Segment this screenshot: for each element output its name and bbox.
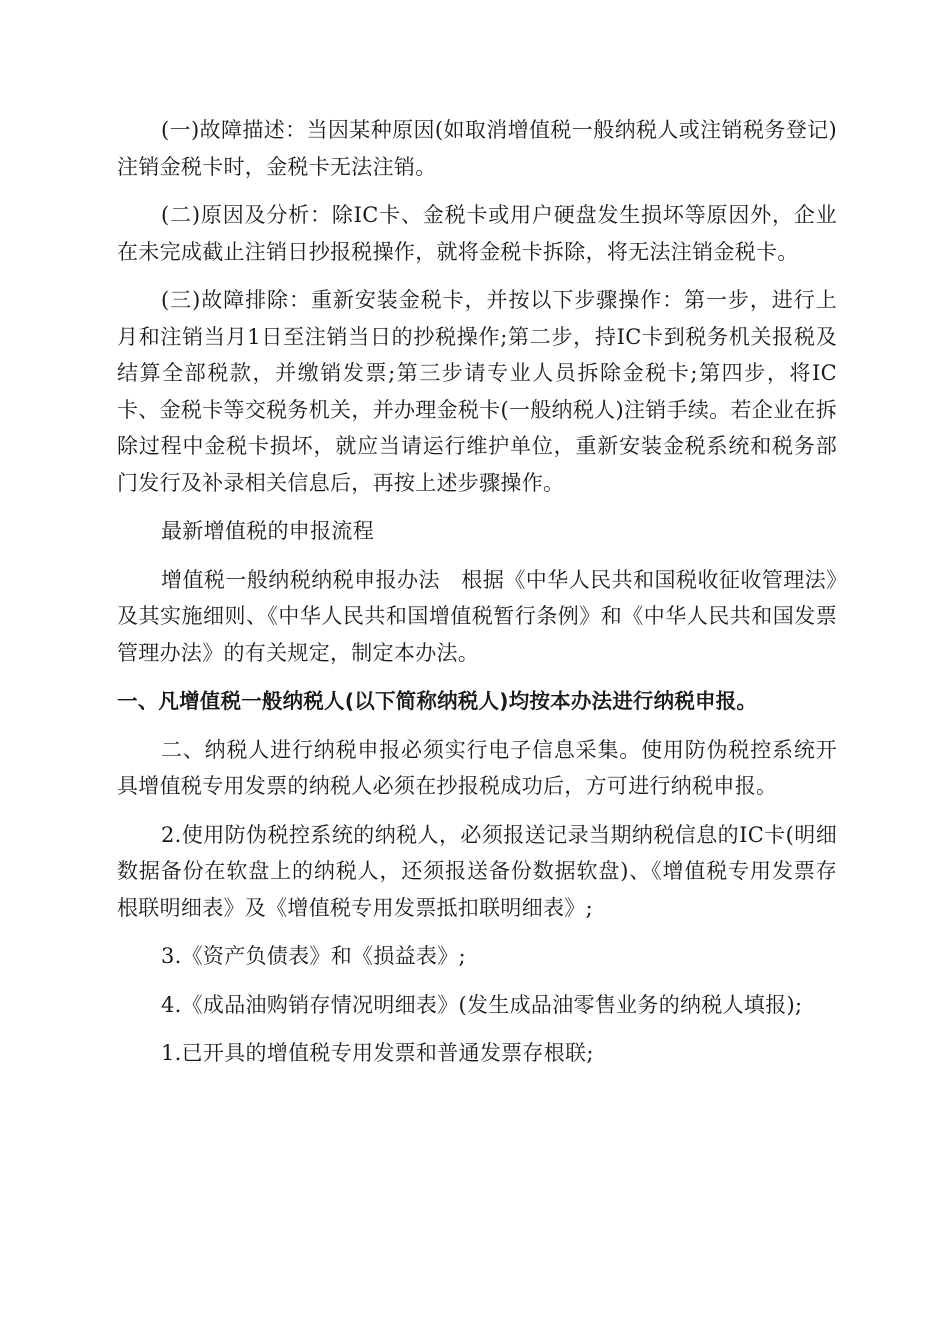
bold-clause-one: 一、凡增值税一般纳税人(以下简称纳税人)均按本办法进行纳税申报。 xyxy=(117,689,758,713)
paragraph-cause-analysis: (二)原因及分析：除IC卡、金税卡或用户硬盘发生损坏等原因外，企业在未完成截止注销日抄报税操作，就将金税卡拆除，将无法注销金税卡。 xyxy=(117,203,837,264)
paragraph-item-2: 2.使用防伪税控系统的纳税人，必须报送记录当期纳税信息的IC卡(明细数据备份在软盘上的纳税人，还须报送备份数据软盘)、《增值税专用发票存根联明细表》及《增值税专用发票抵扣联明细表》; xyxy=(117,822,837,920)
section-heading: 最新增值税的申报流程 xyxy=(161,519,374,543)
paragraph-item-4: 4.《成品油购销存情况明细表》(发生成品油零售业务的纳税人填报); xyxy=(161,992,803,1017)
paragraph-fault-description: (一)故障描述：当因某种原因(如取消增值税一般纳税人或注销税务登记)注销金税卡时，金税卡无法注销。 xyxy=(117,118,837,179)
paragraph-troubleshooting: (三)故障排除：重新安装金税卡，并按以下步骤操作：第一步，进行上月和注销当月1日至注销当日的抄税操作;第二步，持IC卡到税务机关报税及结算全部税款，并缴销发票;第三步请专业人员拆除金税卡;第四步，将IC卡、金税卡等交税务机关，并办理金税卡(一般纳税人)注销手续。若企业在拆除过程中金税卡损坏，就应当请运行维护单位，重新安装金税系统和税务部门发行及补录相关信息后，再按上述步骤操作。 xyxy=(117,288,837,495)
paragraph-reporting-method: 增值税一般纳税纳税申报办法 根据《中华人民共和国税收征收管理法》及其实施细则、《中华人民共和国增值税暂行条例》和《中华人民共和国发票管理办法》的有关规定，制定本办法。 xyxy=(117,567,837,665)
document-body xyxy=(117,112,837,1072)
paragraph-clause-two: 二、纳税人进行纳税申报必须实行电子信息采集。使用防伪税控系统开具增值税专用发票的纳税人必须在抄报税成功后，方可进行纳税申报。 xyxy=(117,737,837,798)
paragraph-item-3: 3.《资产负债表》和《损益表》; xyxy=(161,944,466,968)
paragraph-item-1: 1.已开具的增值税专用发票和普通发票存根联; xyxy=(161,1041,594,1065)
